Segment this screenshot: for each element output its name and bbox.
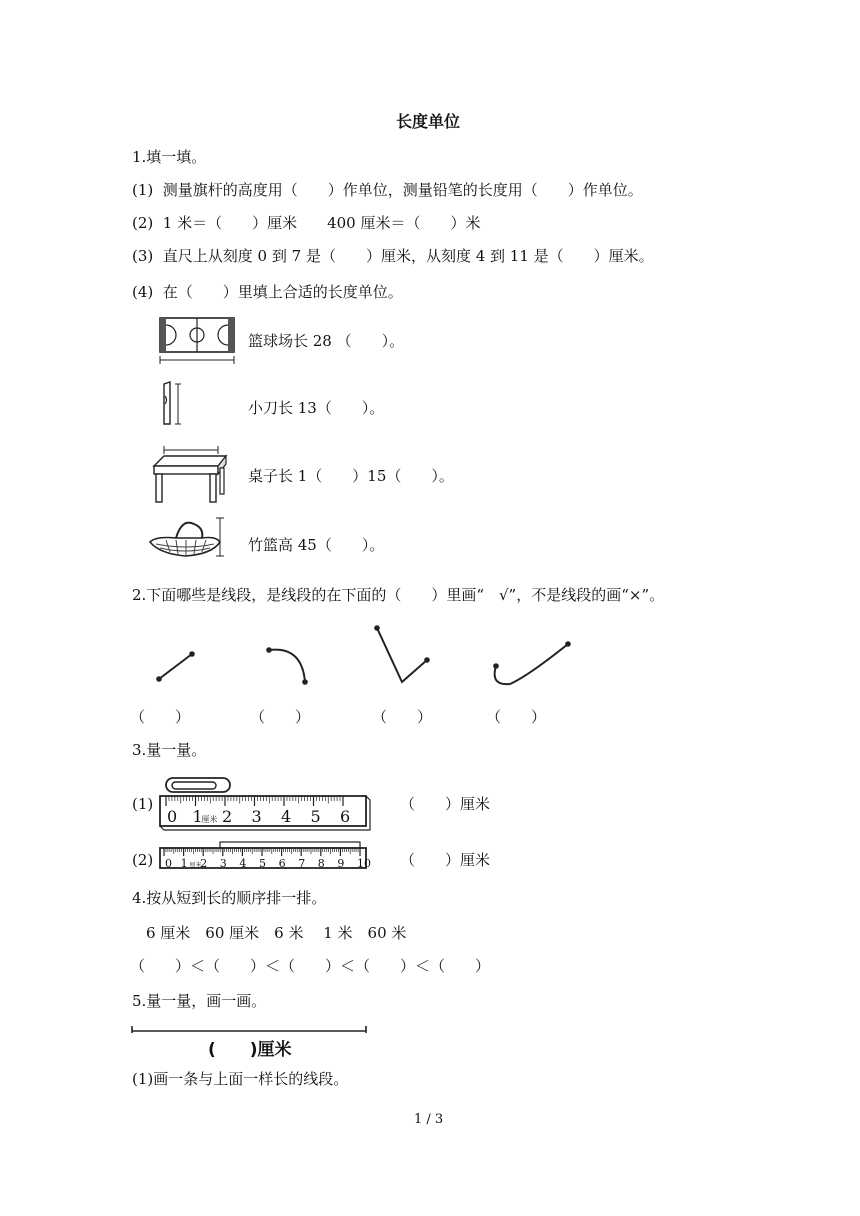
unit-item-court: 篮球场长 28 （ ）。 (248, 332, 405, 350)
q3-item-2-label: (2) (132, 851, 154, 869)
q4-values: 6 厘米 60 厘米 6 米 1 米 60 米 (146, 924, 407, 942)
straight-segment-figure (150, 645, 200, 685)
unit-item-table: 桌子长 1（ ）15（ ）。 (248, 467, 454, 485)
curve-figure (258, 640, 318, 690)
basket-icon (146, 514, 228, 568)
ruler-label: 5 (310, 807, 321, 826)
ruler-label: 0 (165, 857, 172, 870)
ruler-2-figure (158, 838, 370, 872)
unit-item-knife: 小刀长 13（ ）。 (248, 399, 385, 417)
q3-heading: 3.量一量。 (132, 741, 207, 759)
q2-blank-4[interactable]: （ ） (486, 708, 547, 726)
q2-blank-2[interactable]: （ ） (250, 708, 311, 726)
hook-curve-figure (488, 636, 570, 691)
measure-segment (130, 1024, 370, 1038)
q3-item-1-label: (1) (132, 795, 154, 813)
ruler-label: 5 (259, 857, 266, 870)
ruler-label: 2 (222, 807, 233, 826)
q1-item-3: (3) 直尺上从刻度 0 到 7 是（ ）厘米，从刻度 4 到 11 是（ ）厘米。 (132, 247, 654, 265)
ruler-unit-label: 厘米 (201, 815, 218, 824)
q5-measure-label[interactable]: ( )厘米 (208, 1040, 292, 1060)
q1-heading: 1.填一填。 (132, 148, 207, 166)
ruler-label: 1 (192, 807, 203, 826)
q1-item-4: (4) 在（ ）里填上合适的长度单位。 (132, 283, 403, 301)
ruler-label: 8 (317, 857, 325, 870)
ruler-label: 4 (239, 857, 247, 870)
ruler-label: 4 (281, 807, 292, 826)
ruler-label: 6 (340, 807, 351, 826)
ruler-label: 6 (278, 857, 286, 870)
ruler-label: 9 (337, 857, 345, 870)
ruler-label: 10 (357, 857, 371, 870)
page-title: 长度单位 (396, 112, 461, 131)
ruler-label: 2 (200, 857, 208, 870)
basketball-court-icon (158, 316, 236, 366)
unit-item-basket: 竹篮高 45（ ）。 (248, 536, 385, 554)
q1-item-2: (2) 1 米＝（ ）厘米 400 厘米＝（ ）米 (132, 214, 481, 232)
ruler-label: 3 (219, 857, 227, 870)
ruler-label: 3 (251, 807, 262, 826)
ruler-label: 0 (167, 807, 178, 826)
q3-item-2-answer[interactable]: （ ）厘米 (400, 851, 491, 869)
q3-item-1-answer[interactable]: （ ）厘米 (400, 795, 491, 813)
q5-heading: 5.量一量，画一画。 (132, 992, 267, 1010)
q1-item-1: (1) 测量旗杆的高度用（ ）作单位，测量铅笔的长度用（ ）作单位。 (132, 181, 643, 199)
knife-icon (158, 380, 188, 428)
ruler-label: 7 (298, 857, 306, 870)
q5-sub1: (1)画一条与上面一样长的线段。 (132, 1070, 349, 1088)
page-number: 1 / 3 (414, 1112, 444, 1127)
table-icon (152, 444, 230, 506)
ruler-unit-label: 厘米 (189, 862, 202, 869)
ruler-1-figure (158, 774, 370, 830)
q4-order[interactable]: （ ）＜（ ）＜（ ）＜（ ）＜（ ） (130, 957, 491, 975)
angle-figure (368, 620, 438, 685)
q4-heading: 4.按从短到长的顺序排一排。 (132, 889, 327, 907)
ruler-label: 1 (180, 857, 188, 870)
q2-blank-1[interactable]: （ ） (130, 708, 191, 726)
q2-blank-3[interactable]: （ ） (372, 708, 433, 726)
q2-heading: 2.下面哪些是线段，是线段的在下面的（ ）里画“ √”，不是线段的画“×”。 (132, 586, 665, 604)
